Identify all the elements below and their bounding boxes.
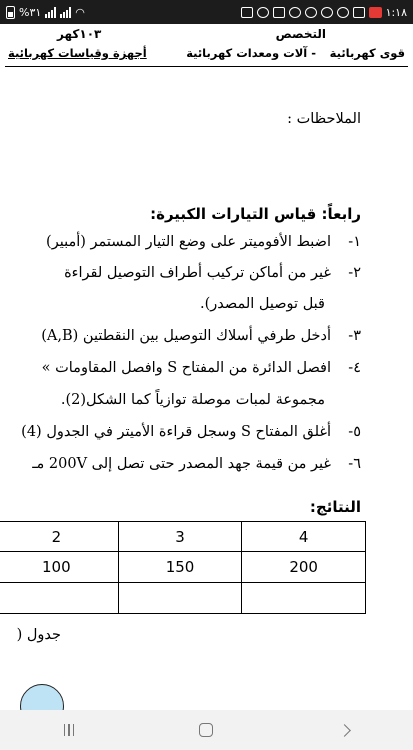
step-number: ٣- bbox=[348, 328, 361, 344]
results-table bbox=[0, 521, 366, 614]
document-page[interactable] bbox=[0, 24, 413, 710]
header-title-main: قوى كهربائية bbox=[329, 46, 405, 60]
notification-icon bbox=[305, 7, 317, 18]
status-bar bbox=[0, 0, 413, 24]
step-number: ١- bbox=[348, 234, 361, 250]
header-title-item: - آلات ومعدات كهربائية bbox=[186, 46, 316, 60]
clock: ١:١٨ bbox=[385, 5, 407, 19]
navigation-bar bbox=[0, 710, 413, 750]
table-cell bbox=[242, 583, 366, 614]
status-left bbox=[6, 6, 85, 19]
signal-2-icon bbox=[60, 7, 71, 18]
step-2 bbox=[64, 265, 361, 289]
step-text: اضبط الأفوميتر على وضع التيار المستمر (أمبير) bbox=[46, 234, 331, 250]
table-cell bbox=[0, 583, 118, 614]
table-row bbox=[0, 583, 366, 614]
notes-label: الملاحظات : bbox=[287, 111, 361, 127]
header-row-1 bbox=[0, 27, 413, 45]
step-text: أغلق المفتاح S وسجل قراءة الأميتر في الجدول (4) bbox=[21, 424, 331, 440]
mail-icon bbox=[353, 7, 365, 18]
wifi-icon: ◠ bbox=[75, 5, 85, 19]
battery-percent: %٣١ bbox=[19, 5, 42, 19]
messenger-icon bbox=[257, 7, 269, 18]
step-text: افصل الدائرة من المفتاح S وافصل المقاومات » bbox=[41, 360, 331, 376]
status-right bbox=[241, 6, 407, 19]
back-button[interactable] bbox=[314, 710, 374, 750]
notification-icon bbox=[289, 7, 301, 18]
step-4 bbox=[42, 360, 361, 384]
notification-icon bbox=[321, 7, 333, 18]
table-cell: 200 bbox=[242, 552, 366, 583]
home-icon bbox=[199, 723, 213, 737]
home-button[interactable] bbox=[176, 710, 236, 750]
step-number: ٥- bbox=[348, 424, 361, 440]
specialty-label: التخصص bbox=[275, 27, 326, 41]
step-text: غير من أماكن تركيب أطراف التوصيل لقراءة bbox=[64, 265, 331, 281]
table-cell: 4 bbox=[242, 522, 366, 552]
section-title: رابعاً: قياس التيارات الكبيرة: bbox=[150, 205, 361, 223]
results-title: النتائج: bbox=[309, 498, 361, 516]
recent-apps-icon bbox=[64, 724, 75, 736]
table-cell: 150 bbox=[118, 552, 242, 583]
table-cell: 100 bbox=[0, 552, 118, 583]
facebook-icon bbox=[241, 7, 253, 18]
table-row bbox=[0, 552, 366, 583]
header-divider bbox=[5, 66, 408, 67]
step-6 bbox=[32, 456, 361, 480]
table-cell bbox=[118, 583, 242, 614]
notification-icon bbox=[337, 7, 349, 18]
step-number: ٦- bbox=[348, 456, 361, 472]
recent-apps-button[interactable] bbox=[39, 710, 99, 750]
table-caption: جدول ( bbox=[16, 627, 61, 643]
step-text: غير من قيمة جهد المصدر حتى تصل إلى 200V مـ bbox=[32, 456, 331, 472]
header-row-2 bbox=[0, 46, 413, 66]
floating-circle-icon[interactable] bbox=[20, 684, 64, 710]
step-3 bbox=[41, 328, 361, 352]
step-2-continuation: قبل توصيل المصدر). bbox=[200, 296, 325, 312]
table-cell: 2 bbox=[0, 522, 118, 552]
step-text: أدخل طرفي أسلاك التوصيل بين النقطتين (A,B) bbox=[41, 328, 331, 344]
step-number: ٢- bbox=[348, 265, 361, 281]
table-header-row bbox=[0, 522, 366, 552]
header-title-left: أجهزة وقياسات كهربائية bbox=[8, 46, 147, 60]
step-number: ٤- bbox=[348, 360, 361, 376]
vodafone-icon bbox=[369, 7, 382, 18]
step-5 bbox=[21, 424, 361, 448]
table-cell: 3 bbox=[118, 522, 242, 552]
course-code: ١٠٣كهر bbox=[57, 27, 102, 41]
gallery-icon bbox=[273, 7, 285, 18]
back-icon bbox=[338, 724, 351, 737]
step-1 bbox=[46, 234, 361, 258]
battery-icon bbox=[6, 6, 15, 19]
step-4-continuation: مجموعة لمبات موصلة توازياً كما الشكل(2). bbox=[60, 392, 325, 408]
signal-icon bbox=[45, 7, 56, 18]
